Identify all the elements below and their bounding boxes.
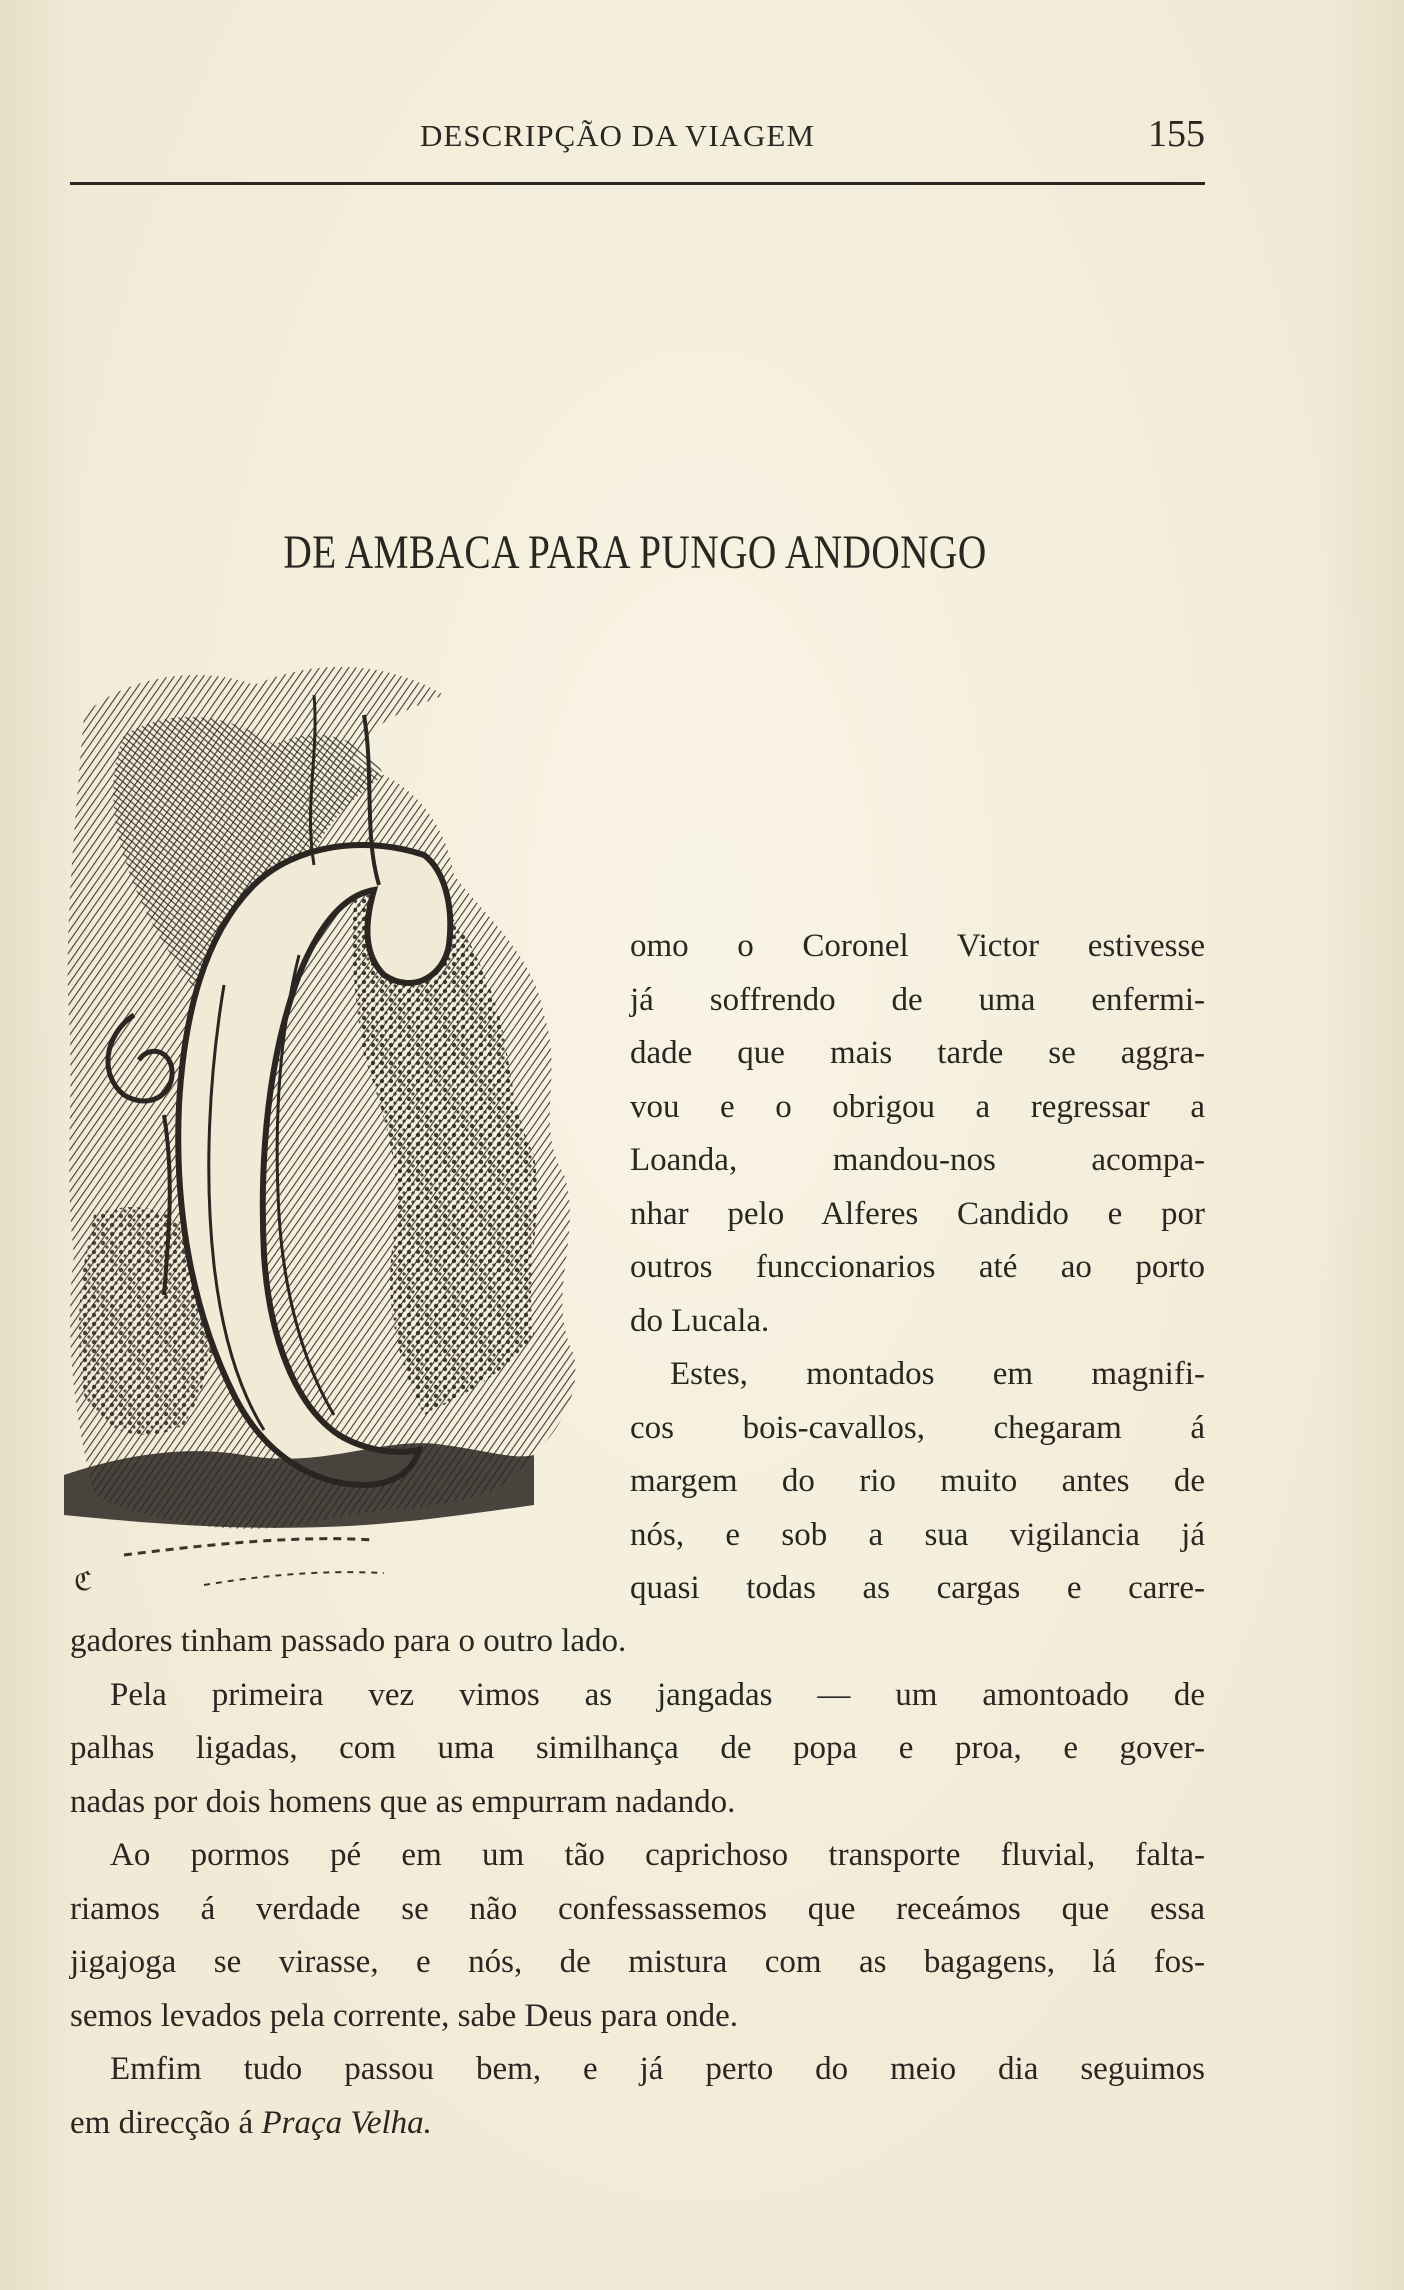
paragraph-right-column <box>630 920 1205 1616</box>
text-line: cos bois-cavallos, chegaram á <box>630 1409 1205 1446</box>
text-line-final <box>70 2097 1205 2151</box>
ornamental-initial-c-icon <box>64 655 604 1605</box>
text-line: jigajoga se virasse, e nós, de mistura com as bagagens, lá fos- <box>70 1944 1205 1980</box>
place-name-italic: Praça Velha. <box>261 2104 432 2141</box>
text-line: outros funccionarios até ao porto <box>630 1249 1205 1285</box>
text-line: palhas ligadas, com uma similhança de popa e proa, e gover- <box>70 1730 1205 1766</box>
text-line: nadas por dois homens que as empurram nadando. <box>70 1783 736 1820</box>
text-line: dade que mais tarde se aggra- <box>630 1035 1205 1071</box>
text-line: omo o Coronel Victor estivesse <box>630 928 1205 964</box>
text-line: Ao pormos pé em um tão caprichoso transporte fluvial, falta- <box>110 1837 1205 1873</box>
text-line: nhar pelo Alferes Candido e por <box>630 1195 1205 1232</box>
text-fragment: em direcção á <box>70 2104 262 2141</box>
text-line: vou e o obrigou a regressar a <box>630 1088 1205 1125</box>
text-line: Loanda, mandou-nos acompa- <box>630 1142 1205 1178</box>
text-line: Emfim tudo passou bem, e já perto do meio dia seguimos <box>110 2051 1205 2087</box>
page-number: 155 <box>1148 113 1205 155</box>
text-line: do Lucala. <box>630 1302 770 1339</box>
svg-text:ℭ: ℭ <box>74 1567 93 1596</box>
running-head <box>70 112 1205 162</box>
text-line: já soffrendo de uma enfermi- <box>630 981 1205 1018</box>
header-rule <box>70 182 1205 185</box>
text-line: Pela primeira vez vimos as jangadas — um amontoado de <box>110 1676 1205 1713</box>
paragraph-full-width <box>70 1615 1205 2150</box>
text-line: nós, e sob a sua vigilancia já <box>630 1516 1205 1553</box>
text-line: semos levados pela corrente, sabe Deus para onde. <box>70 1997 738 2034</box>
chapter-title: DE AMBACA PARA PUNGO ANDONGO <box>283 526 987 579</box>
text-line: quasi todas as cargas e carre- <box>630 1570 1205 1606</box>
text-line: Estes, montados em magnifi- <box>670 1356 1205 1392</box>
running-title: DESCRIPÇÃO DA VIAGEM <box>420 118 815 153</box>
text-line: riamos á verdade se não confessassemos que receámos que essa <box>70 1890 1205 1927</box>
text-line: gadores tinham passado para o outro lado. <box>70 1623 627 1659</box>
text-line: margem do rio muito antes de <box>630 1463 1205 1499</box>
